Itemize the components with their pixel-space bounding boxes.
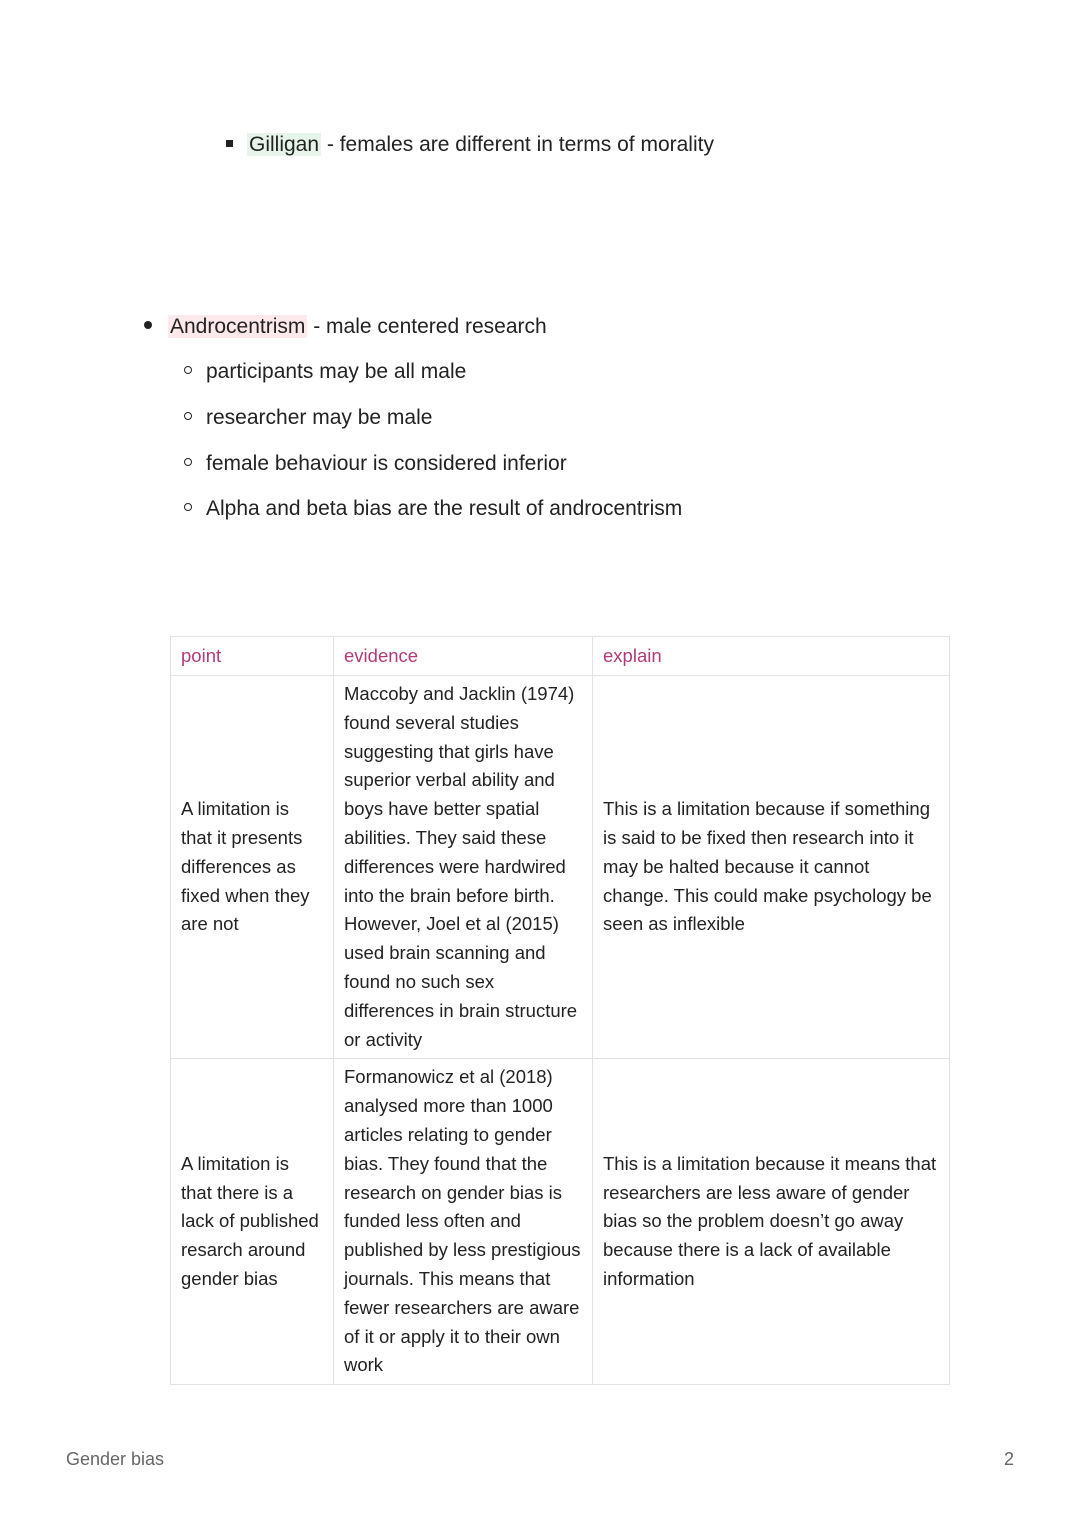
list-item-text: female behaviour is considered inferior (206, 452, 567, 475)
header-evidence: evidence (334, 637, 593, 676)
list-item-text: researcher may be male (206, 406, 433, 429)
gilligan-text: - females are different in terms of morality (321, 133, 714, 156)
cell-explain: This is a limitation because if something is said to be fixed then research into it may be halted because it cannot change. This could make psychology be seen as inflexible (593, 676, 950, 1059)
gilligan-bullet (226, 133, 714, 157)
page-number: 2 (1004, 1449, 1015, 1469)
list-item-text: participants may be all male (206, 360, 467, 383)
gilligan-term: Gilligan (249, 133, 320, 156)
cell-explain: This is a limitation because it means that researchers are less aware of gender bias so the problem doesn’t go away because there is a lack of available information (593, 1059, 950, 1385)
androcentrism-bullet (144, 315, 547, 339)
list-item (184, 452, 567, 476)
cell-point: A limitation is that there is a lack of published resarch around gender bias (171, 1059, 334, 1385)
androcentrism-term: Androcentrism (170, 315, 306, 338)
circle-bullet-icon (184, 458, 192, 466)
list-item (184, 497, 682, 521)
circle-bullet-icon (184, 412, 192, 420)
circle-bullet-icon (184, 503, 192, 511)
square-bullet-icon (226, 140, 233, 147)
circle-bullet-icon (184, 366, 192, 374)
table-header-row (171, 637, 950, 676)
table-row (171, 676, 950, 1059)
androcentrism-text: - male centered research (307, 315, 547, 338)
list-item-text: Alpha and beta bias are the result of androcentrism (206, 497, 683, 520)
pee-table (170, 636, 950, 1385)
cell-evidence: Maccoby and Jacklin (1974) found several studies suggesting that girls have superior verbal ability and boys have better spatial abilities. They said these differences were hardwired into the brain before birth. However, Joel et al (2015) used brain scanning and found no such sex differences in brain structure or activity (334, 676, 593, 1059)
table-row (171, 1059, 950, 1385)
list-item (184, 406, 432, 430)
cell-point: A limitation is that it presents differences as fixed when they are not (171, 676, 334, 1059)
cell-evidence: Formanowicz et al (2018) analysed more than 1000 articles relating to gender bias. They found that the research on gender bias is funded less often and published by less prestigious journals. This means that fewer researchers are aware of it or apply it to their own work (334, 1059, 593, 1385)
list-item (184, 360, 466, 384)
header-point: point (171, 637, 334, 676)
disc-bullet-icon (144, 321, 152, 329)
header-explain: explain (593, 637, 950, 676)
footer-title: Gender bias (66, 1449, 165, 1469)
